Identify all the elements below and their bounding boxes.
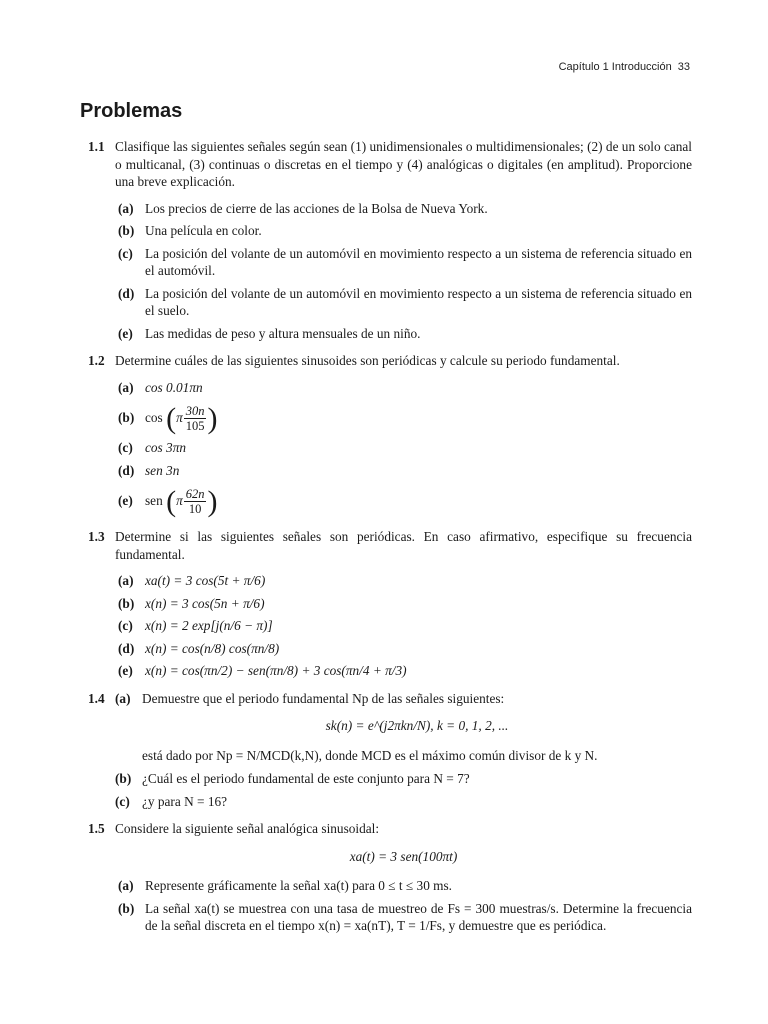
problem-list [88, 138, 692, 945]
subitem-text: Represente gráficamente la señal xa(t) para 0 ≤ t ≤ 30 ms. [145, 878, 453, 893]
subitem-text: ¿Cuál es el periodo fundamental de este conjunto para N = 7? [142, 771, 470, 786]
problem-statement: Considere la siguiente señal analógica sinusoidal: [115, 821, 380, 836]
subitem [118, 462, 692, 480]
problem-number: 1.5 [88, 821, 105, 836]
subitem [118, 325, 692, 343]
subitem-label: (a) [118, 878, 134, 893]
formula: sen 3n [145, 462, 180, 478]
denominator: 105 [185, 419, 205, 434]
subitem-label: (c) [118, 245, 133, 261]
right-paren: ) [207, 484, 218, 518]
subitem [118, 595, 692, 613]
subitem-label: (c) [118, 618, 133, 633]
page-number: 33 [677, 61, 690, 73]
subitem-label: (d) [118, 462, 135, 478]
subitem-label: (b) [118, 410, 135, 425]
display-equation: xa(t) = 3 sen(100πt) [349, 848, 458, 864]
subitem-label: (b) [115, 771, 132, 786]
numerator: 30n [185, 404, 205, 419]
problem-1-5 [88, 820, 692, 935]
subitem-label: (e) [118, 493, 133, 508]
subitem [115, 793, 692, 811]
left-paren: ( [166, 401, 177, 435]
problem-1-4 [88, 690, 692, 811]
subitem-text: La posición del volante de un automóvil en movimiento respecto a un sistema de referencia situado en el suelo. [145, 285, 692, 318]
problem-number: 1.1 [88, 139, 105, 154]
subitem-label: (e) [118, 663, 133, 678]
subitem-label: (c) [118, 440, 133, 455]
subitem-label: (c) [115, 793, 130, 809]
subitem-list [115, 200, 692, 343]
subitem-text: Una película en color. [145, 223, 262, 238]
formula: cos 3πn [145, 440, 187, 455]
subitem-list [115, 572, 692, 680]
subitem-label: (a) [118, 379, 134, 395]
subitem [118, 617, 692, 635]
problem-1-3 [88, 528, 692, 680]
subitem-label: (b) [118, 595, 135, 611]
subitem-text: ¿y para N = 16? [142, 793, 228, 809]
problem-statement: Determine cuáles de las siguientes sinusoides son periódicas y calcule su periodo fundamental. [115, 353, 620, 368]
subitem-text: Los precios de cierre de las acciones de la Bolsa de Nueva York. [145, 200, 488, 216]
numerator: 62n [185, 487, 205, 502]
problem-number: 1.2 [88, 353, 105, 368]
subitem [118, 245, 692, 280]
problem-number: 1.3 [88, 529, 105, 544]
pi-symbol: π [176, 493, 183, 508]
subitem-label: (b) [118, 900, 135, 916]
section-title: Problemas [80, 100, 183, 122]
subitem-text: La señal xa(t) se muestrea con una tasa de muestreo de Fs = 300 muestras/s. Determine la frecuencia de la señal discreta en el tiempo x(n) = xa(nT), T = 1/Fs, y demuestre que es periódica. [145, 900, 692, 933]
problem-statement: Clasifique las siguientes señales según sean (1) unidimensionales o multidimensionales; (2) de un solo canal o multicanal, (3) continuas o discretas en el tiempo y (4) analógicas o digitales (en amplitud). Proporcione una breve explicación. [115, 139, 692, 189]
subitem-label: (b) [118, 223, 135, 238]
subitem-continuation: está dado por Np = N/MCD(k,N), donde MCD es el máximo común divisor de k y N. [142, 747, 598, 763]
fraction [184, 404, 207, 433]
pi-symbol: π [176, 410, 183, 425]
subitem [118, 877, 692, 895]
subitem [118, 379, 692, 397]
formula: x(n) = 3 cos(5n + π/6) [145, 595, 265, 611]
subitem-text: Demuestre que el periodo fundamental Np de las señales siguientes: [142, 690, 505, 706]
problem-1-1 [88, 138, 692, 342]
subitem [115, 690, 692, 765]
display-equation: sk(n) = e^(j2πkn/N), k = 0, 1, 2, ... [325, 718, 509, 733]
formula: x(n) = cos(πn/2) − sen(πn/8) + 3 cos(πn/4 + π/3) [145, 663, 407, 678]
subitem [118, 662, 692, 680]
subitem-list [115, 379, 692, 519]
formula: x(n) = 2 exp[j(n/6 − π)] [145, 618, 273, 633]
subitem-label: (a) [118, 200, 134, 216]
subitem [115, 770, 692, 788]
problem-statement: Determine si las siguientes señales son periódicas. En caso afirmativo, especifique su frecuencia fundamental. [115, 529, 692, 562]
function-name: cos [145, 410, 163, 425]
subitem-text: Las medidas de peso y altura mensuales de un niño. [145, 325, 421, 341]
right-paren: ) [207, 401, 218, 435]
denominator: 10 [188, 502, 202, 517]
subitem [118, 222, 692, 240]
formula: xa(t) = 3 cos(5t + π/6) [145, 573, 266, 588]
subitem [118, 572, 692, 590]
problem-number: 1.4 [88, 690, 105, 706]
subitem [118, 640, 692, 658]
subitem [118, 285, 692, 320]
subitem-label: (e) [118, 325, 133, 341]
subitem [118, 900, 692, 935]
subitem-label: (d) [118, 640, 135, 656]
chapter-title: Capítulo 1 Introducción [558, 61, 672, 73]
subitem [118, 200, 692, 218]
running-header [553, 61, 690, 73]
fraction [184, 487, 207, 516]
formula: cos 0.01πn [145, 379, 203, 395]
subitem [118, 484, 692, 518]
subitem-text: La posición del volante de un automóvil en movimiento respecto a un sistema de referencia situado en el automóvil. [145, 245, 692, 278]
function-name: sen [145, 493, 163, 508]
left-paren: ( [166, 484, 177, 518]
subitem-label: (a) [115, 690, 131, 706]
subitem-label: (a) [118, 573, 134, 588]
problem-1-2 [88, 352, 692, 518]
subitem-list [115, 877, 692, 935]
subitem [118, 401, 692, 435]
subitem-label: (d) [118, 285, 135, 301]
subitem [118, 439, 692, 457]
formula: x(n) = cos(n/8) cos(πn/8) [145, 640, 280, 656]
